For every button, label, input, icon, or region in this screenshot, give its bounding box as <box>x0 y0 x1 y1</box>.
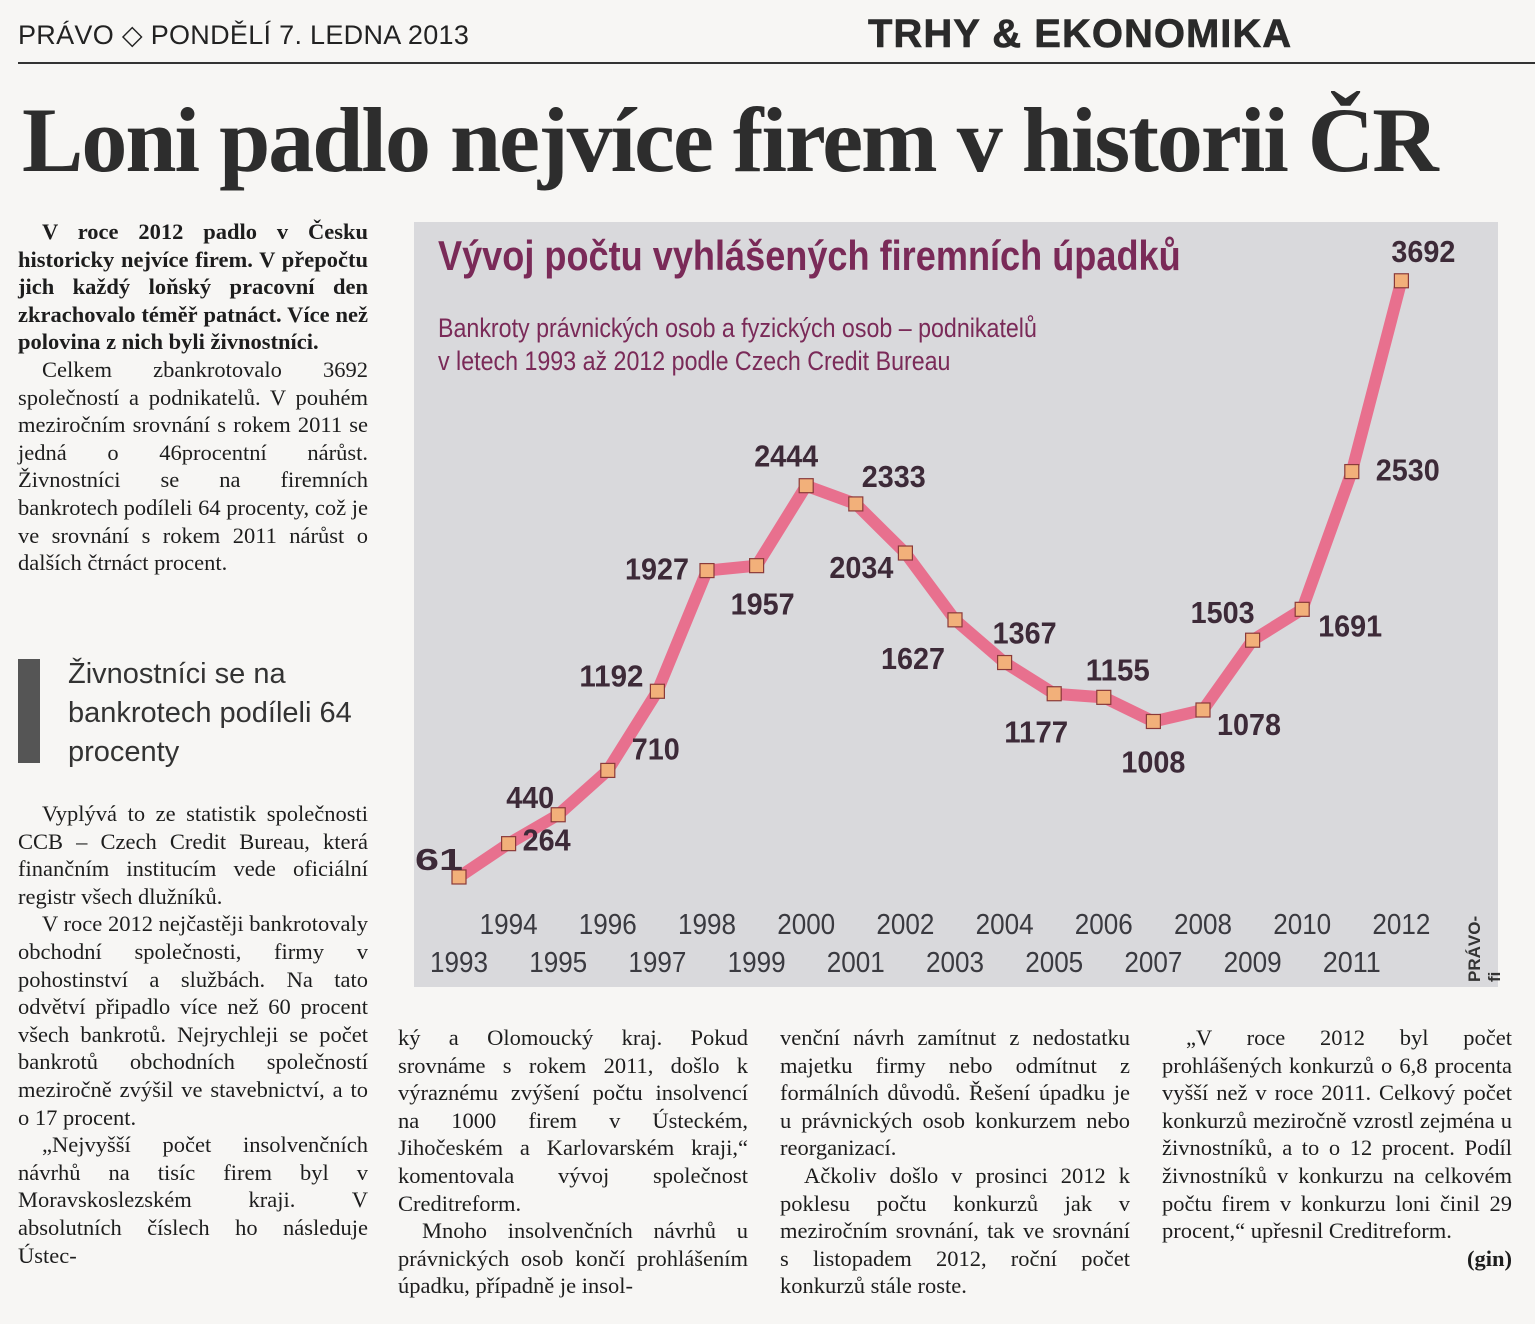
data-point-marker <box>948 613 962 627</box>
data-point-marker <box>799 479 813 493</box>
column-4 <box>1162 1024 1512 1272</box>
data-label: 1155 <box>1085 652 1150 688</box>
data-label: 3692 <box>1391 233 1456 269</box>
x-tick-label: 2004 <box>975 909 1034 941</box>
pullquote-text: Živnostníci se na bankrotech podíleli 64 procenty <box>68 658 352 768</box>
data-point-marker <box>1047 687 1061 701</box>
paragraph-text: „V roce 2012 byl počet prohlášených konkurzů o 6,8 procenta vyšší než v roce 2011. Celkový počet konkurzů meziročně vzrostl zejména u živnostníků, a to o 12 procent. Podíl živnostníků v konkurzu na celkovém počtu firem v konkurzu loni činil 29 procent,“ upřesnil Creditreform. <box>1162 1025 1512 1244</box>
x-tick-label: 2008 <box>1174 909 1232 941</box>
data-label: 1008 <box>1121 744 1186 780</box>
data-label: 1192 <box>579 658 644 694</box>
header-rule <box>18 62 1535 64</box>
data-label: 1367 <box>992 615 1057 651</box>
data-label: 1691 <box>1318 608 1383 644</box>
data-label: 440 <box>506 779 555 815</box>
data-point-marker <box>1246 633 1260 647</box>
data-label: 61 <box>415 841 463 877</box>
x-tick-label: 2009 <box>1223 947 1282 979</box>
lead-paragraph: V roce 2012 padlo v Česku historicky nejvíce firem. V přepočtu jich každý loňský pracovní den zkrachovalo téměř patnáct. Více než polovina z nich byli živnostníci. <box>18 219 368 355</box>
column-1-bottom <box>18 800 368 1269</box>
column-3 <box>780 1024 1130 1300</box>
data-point-marker <box>1196 703 1210 717</box>
x-tick-label: 1997 <box>628 947 687 979</box>
x-tick-label: 2007 <box>1124 947 1183 979</box>
data-label: 1627 <box>881 640 945 676</box>
chart-credit: PRÁVO-fi <box>1465 915 1504 982</box>
x-tick-label: 2001 <box>826 947 885 979</box>
data-point-marker <box>1295 602 1309 616</box>
x-tick-label: 2002 <box>876 909 935 941</box>
data-label: 1927 <box>625 551 689 587</box>
data-point-marker <box>1345 465 1359 479</box>
line-chart <box>414 222 1504 987</box>
x-tick-label: 1993 <box>430 947 488 979</box>
x-tick-label: 2012 <box>1372 909 1431 941</box>
paragraph <box>1162 1024 1512 1271</box>
data-label: 710 <box>631 731 680 767</box>
data-label: 1078 <box>1217 706 1281 742</box>
data-label: 264 <box>522 822 572 858</box>
data-label: 2444 <box>754 438 819 474</box>
data-label: 1177 <box>1004 714 1069 750</box>
data-point-marker <box>700 564 714 578</box>
data-point-marker <box>750 559 764 573</box>
x-tick-label: 2000 <box>777 909 836 941</box>
series-line <box>459 281 1401 877</box>
data-point-marker <box>502 837 516 851</box>
data-point-marker <box>650 684 664 698</box>
x-tick-label: 2003 <box>926 947 984 979</box>
x-tick-label: 1994 <box>479 909 538 941</box>
pullquote <box>18 655 378 767</box>
chart-panel <box>414 222 1504 987</box>
paragraph: Ačkoliv došlo v prosinci 2012 k poklesu počtu konkurzů jak v meziročním srovnání, tak ve srovnání s listopadem 2012, roční počet konkurzů stále roste. <box>780 1162 1130 1299</box>
paragraph: ký a Olomoucký kraj. Pokud srovnáme s rokem 2011, došlo k výraznému zvýšení počtu insolvencí na 1000 firem v Ústeckém, Jihočeském a Karlovarském kraji,“ komentovala vývoj společnost Creditreform. <box>398 1025 748 1216</box>
data-label: 2034 <box>829 550 895 586</box>
paragraph: „Nejvyšší počet insolvenčních návrhů na tisíc firem byl v Moravskoslezském kraji. V absolutních číslech ho následuje Ústec- <box>18 1132 368 1268</box>
x-tick-label: 1996 <box>578 909 637 941</box>
data-point-marker <box>1146 714 1160 728</box>
data-label: 1503 <box>1190 595 1255 631</box>
paragraph: V roce 2012 nejčastěji bankrotovaly obchodní společnosti, firmy v pohostinství a službách. Na tato odvětví připadlo více než 60 procent všech bankrotů. Nejrychleji se počet bankrotů obchodních společností meziročně zvýšil ve stavebnictví, a to o 17 procent. <box>18 911 368 1130</box>
data-label: 1957 <box>730 586 795 622</box>
chart-title: Vývoj počtu vyhlášených firemních úpadků <box>438 232 1181 279</box>
data-point-marker <box>1097 690 1111 704</box>
data-label: 2333 <box>861 458 926 494</box>
column-2 <box>398 1024 748 1300</box>
headline: Loni padlo nejvíce firem v historii ČR <box>22 89 1437 191</box>
data-point-marker <box>1394 274 1408 288</box>
paragraph: Mnoho insolvenčních návrhů u právnických osob končí prohlášením úpadku, případně je insol- <box>398 1218 748 1299</box>
x-tick-label: 1999 <box>727 947 786 979</box>
data-point-marker <box>998 656 1012 670</box>
x-tick-label: 2005 <box>1025 947 1084 979</box>
x-tick-label: 1995 <box>529 947 588 979</box>
data-point-marker <box>898 546 912 560</box>
x-tick-label: 2006 <box>1074 909 1133 941</box>
x-tick-label: 2010 <box>1273 909 1332 941</box>
section-title: TRHY & EKONOMIKA <box>868 12 1293 56</box>
data-point-marker <box>601 763 615 777</box>
paragraph: Celkem zbankrotovalo 3692 společností a podnikatelů. V pouhém meziročním srovnání s rokem 2011 se jedná o 46procentní nárůst. Živnostníci se na firemních bankrotech podíleli 64 procenty, což je ve srovnání s rokem 2011 nárůst o dalších čtrnáct procent. <box>18 356 368 576</box>
paragraph: Vyplývá to ze statistik společnosti CCB – Czech Credit Bureau, která finančním institucím vede oficiální registr všech dlužníků. <box>18 801 368 909</box>
author-signature: (gin) <box>1467 1245 1512 1271</box>
x-tick-label: 2011 <box>1322 947 1381 979</box>
column-1-top <box>18 218 368 577</box>
pullquote-bar <box>18 659 40 763</box>
masthead-date: PRÁVO ◇ PONDĚLÍ 7. LEDNA 2013 <box>18 20 470 50</box>
chart-subtitle-line-2: v letech 1993 až 2012 podle Czech Credit Bureau <box>438 346 951 376</box>
x-tick-label: 1998 <box>678 909 736 941</box>
chart-subtitle-line-1: Bankroty právnických osob a fyzických osob – podnikatelů <box>438 313 1037 343</box>
paragraph: venční návrh zamítnut z nedostatku majetku firmy nebo odmítnut z formálních důvodů. Řešení úpadku je u právnických osob konkurzem nebo reorganizací. <box>780 1025 1130 1161</box>
data-label: 2530 <box>1375 452 1440 488</box>
data-point-marker <box>849 497 863 511</box>
